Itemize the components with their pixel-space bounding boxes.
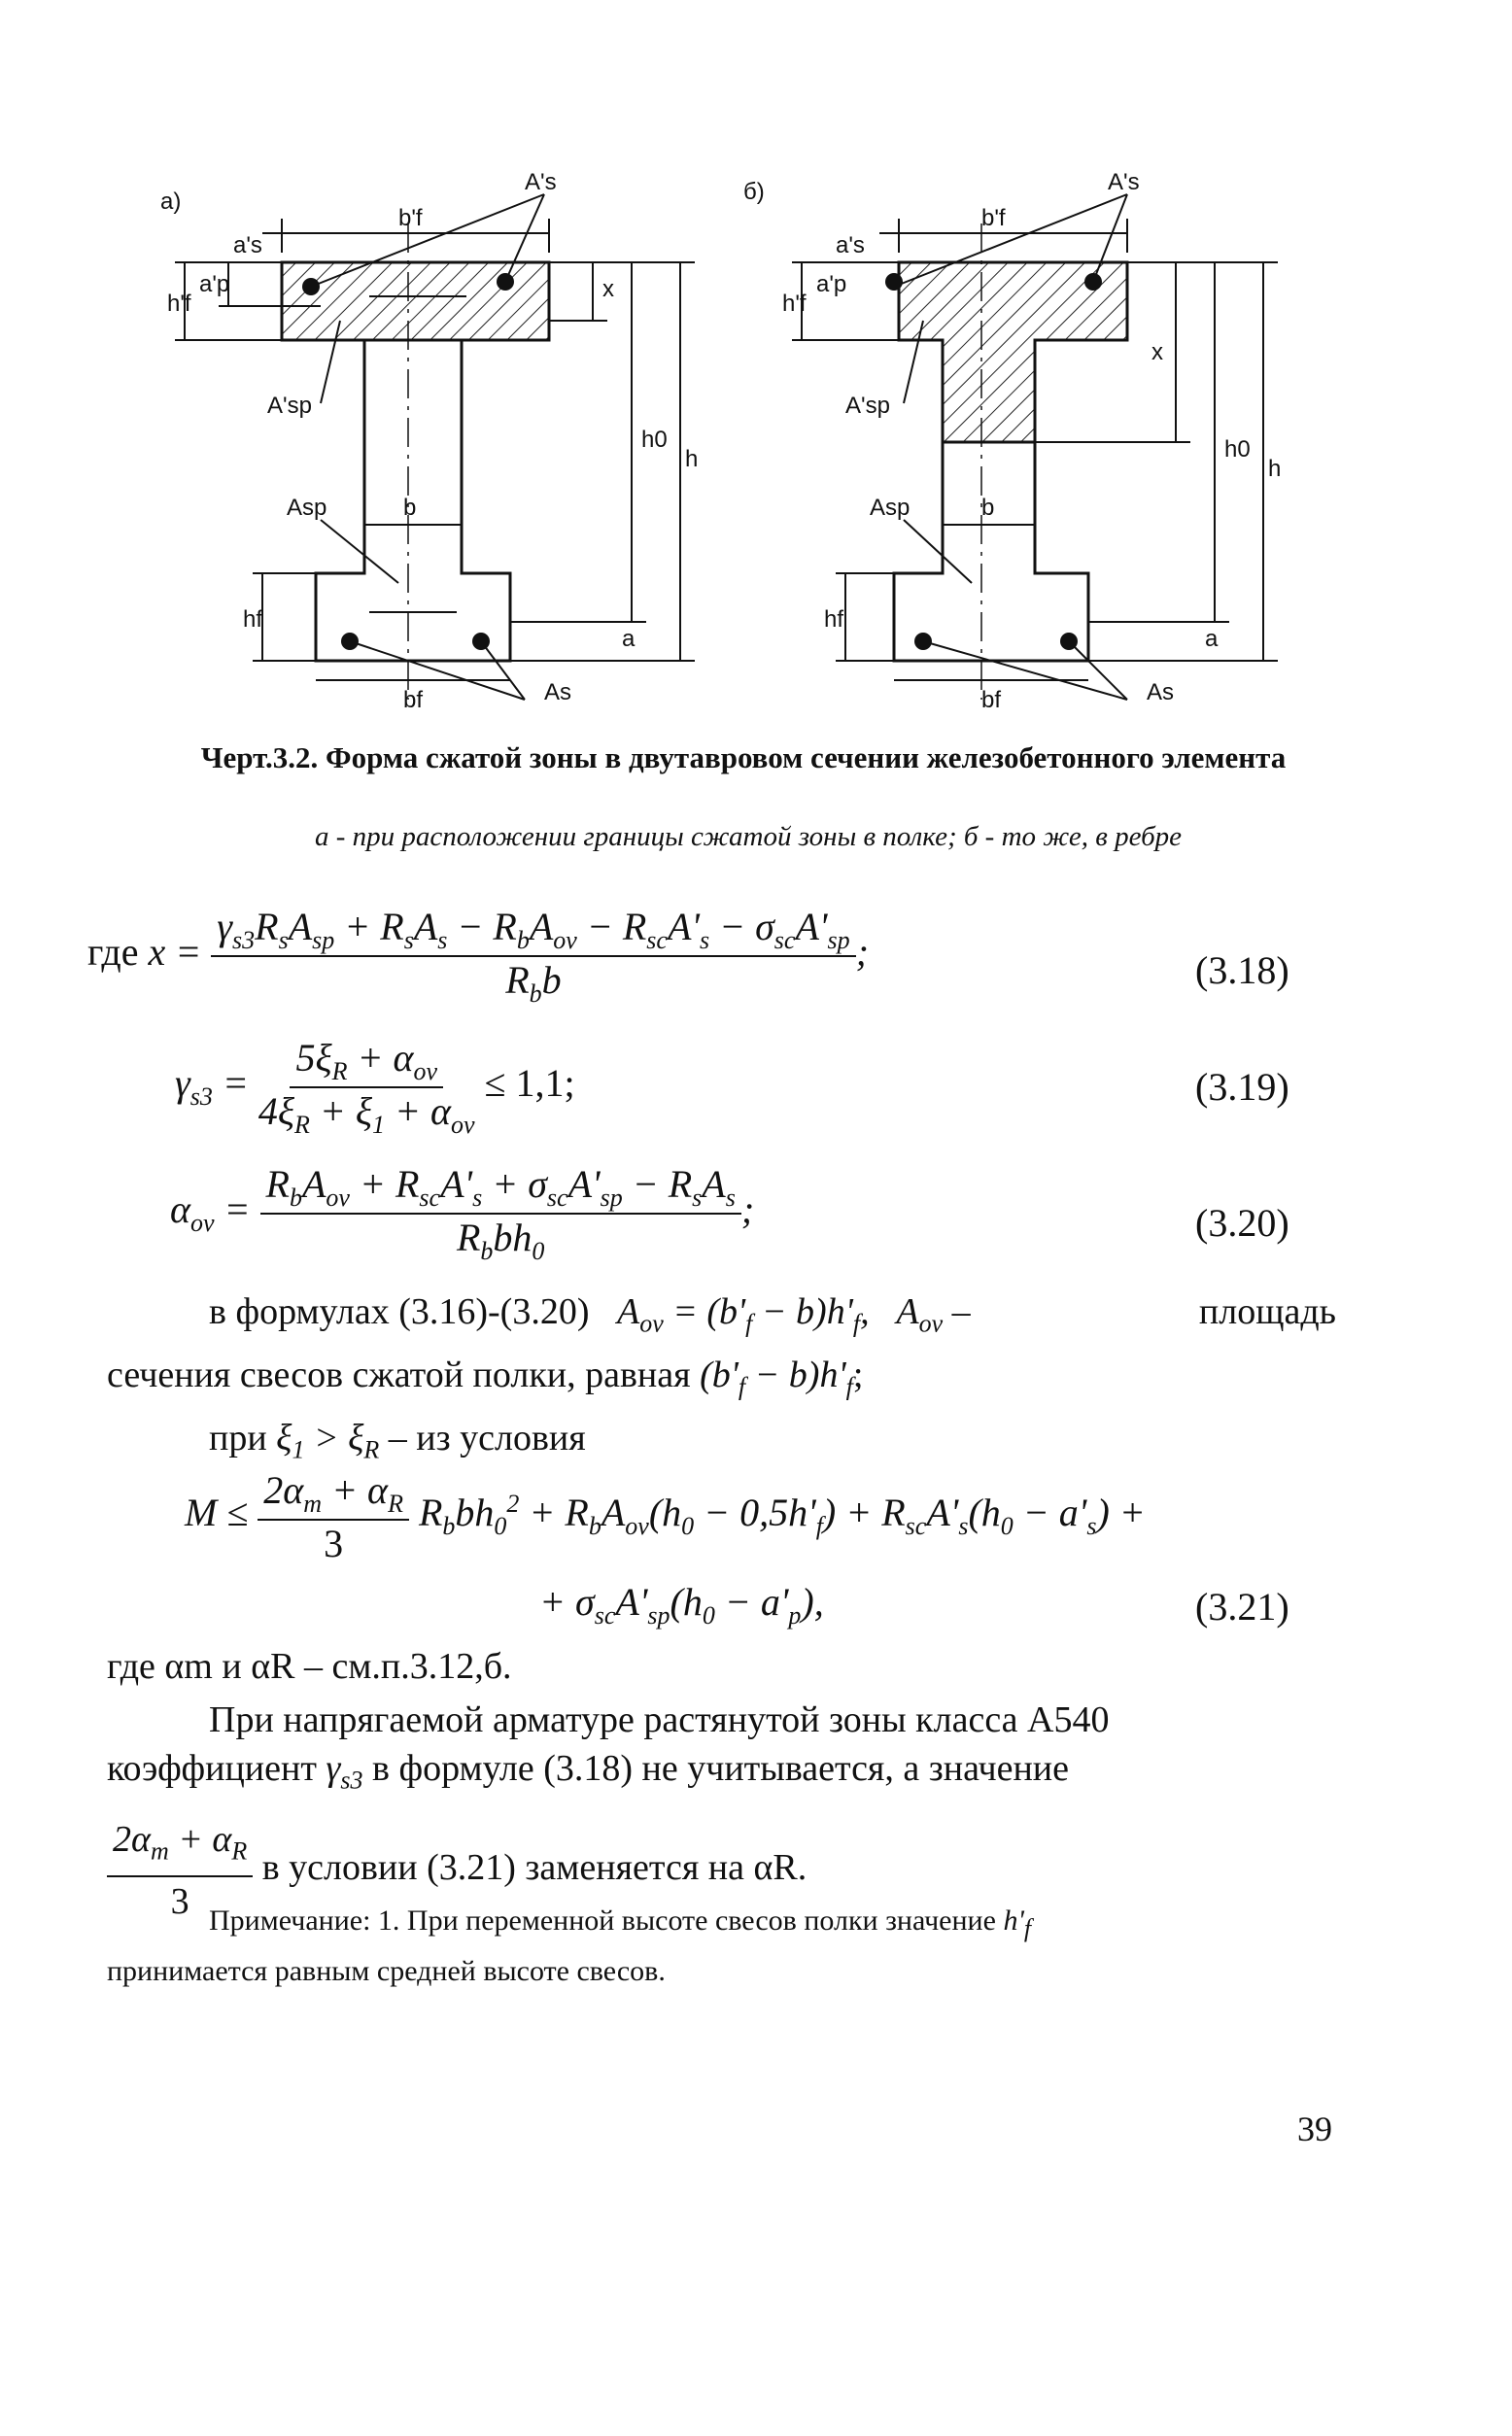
paragraph-formulas: в формулах (3.16)-(3.20) $A_{ov} = (b'_f - b)h'_f$, $A_{ov}$ – площадь xyxy=(209,1291,1336,1338)
svg-text:h0: h0 xyxy=(1224,436,1251,463)
svg-text:As: As xyxy=(1147,679,1175,705)
svg-text:x: x xyxy=(1151,339,1163,365)
rebar-dot xyxy=(914,633,932,650)
equation-3-21-line1: M ≤ $\frac{2\alpha_m + \alpha_R}{3}$ $R_bbh_0^2 + R_bA_{ov}(h_0 - 0,5h'_f) + R_{sc}A'_s(h_0 - a'_s)$ + xyxy=(185,1468,1146,1565)
svg-text:Asp: Asp xyxy=(870,495,911,521)
note: Примечание: 1. При переменной высоте свесов полки значение $h'_f$ принимается равным средней высоте свесов. xyxy=(107,1904,1032,1987)
section-a xyxy=(282,223,549,700)
svg-text:a: a xyxy=(1205,626,1219,652)
equation-3-19: $\gamma_{s3}$ = $\frac{5\xi_R + \alpha_{ov}}{4\xi_R + \xi_1 + \alpha_{ov}}$ ≤ 1,1; xyxy=(175,1036,575,1139)
svg-text:hf: hf xyxy=(824,606,844,633)
where-line: где αm и αR – см.п.3.12,б. xyxy=(107,1646,512,1687)
condition-line: при $\xi_1 > \xi_R$ – из условия xyxy=(209,1418,586,1464)
svg-text:h'f: h'f xyxy=(167,291,191,317)
equation-3-18: где x = $\frac{\gamma_{s3}R_sA_{sp} + R_sA_s - R_bA_{ov} - R_{sc}A'_s - \sigma_{sc}A'_{sp}}{R_bb}$ ; xyxy=(87,905,869,1008)
rebar-dot xyxy=(885,273,903,291)
rebar-dot xyxy=(472,633,490,650)
figure-i-beam-sections xyxy=(0,0,1512,738)
svg-text:a'p: a'p xyxy=(816,271,847,297)
svg-text:h0: h0 xyxy=(641,427,668,453)
svg-text:b'f: b'f xyxy=(981,205,1006,231)
equation-number: (3.18) xyxy=(1195,948,1289,992)
svg-text:a's: a's xyxy=(233,232,262,258)
equation-number: (3.21) xyxy=(1195,1585,1289,1629)
svg-text:h'f: h'f xyxy=(782,291,807,317)
svg-text:x: x xyxy=(602,276,614,302)
svg-text:A's: A's xyxy=(1108,169,1140,195)
panel-b-label: б) xyxy=(743,179,765,205)
figure-caption-title: Черт.3.2. Форма сжатой зоны в двутавровом сечении железобетонного элемента xyxy=(200,740,1287,774)
page-number: 39 xyxy=(1297,2110,1332,2148)
svg-text:b: b xyxy=(403,495,417,521)
svg-text:A's: A's xyxy=(525,169,557,195)
svg-text:bf: bf xyxy=(981,687,1002,713)
svg-text:hf: hf xyxy=(243,606,263,633)
rebar-dot xyxy=(341,633,359,650)
figure-caption-subtitle: а - при расположении границы сжатой зоны в полке; б - то же, в ребре xyxy=(314,821,1183,852)
paragraph-a540: При напрягаемой арматуре растянутой зоны класса А540 коэффициент $\gamma_{s3}$ в формуле (3.18) не учитывается, а значение $\frac{2\alpha_m + \alpha_R}{3}$ в условии (3.21) заменяется на αR. xyxy=(107,1699,1110,1923)
svg-text:bf: bf xyxy=(403,687,424,713)
equation-number: (3.20) xyxy=(1195,1201,1289,1245)
equation-number: (3.19) xyxy=(1195,1065,1289,1109)
rebar-dot xyxy=(302,278,320,295)
equation-3-20: $\alpha_{ov}$ = $\frac{R_bA_{ov} + R_{sc}A'_s + \sigma_{sc}A'_{sp} - R_sA_s}{R_bbh_0}$ ; xyxy=(170,1162,755,1265)
svg-text:h: h xyxy=(1268,456,1282,482)
svg-text:a's: a's xyxy=(836,232,865,258)
rebar-dot xyxy=(1084,273,1102,291)
panel-a-label: a) xyxy=(160,189,182,215)
rebar-dot xyxy=(1060,633,1078,650)
rebar-dot xyxy=(497,273,514,291)
svg-text:As: As xyxy=(544,679,572,705)
svg-text:h: h xyxy=(685,446,699,472)
section-b xyxy=(894,223,1127,700)
svg-text:Asp: Asp xyxy=(287,495,327,521)
svg-text:A'sp: A'sp xyxy=(845,393,890,419)
svg-text:A'sp: A'sp xyxy=(267,393,312,419)
paragraph-formulas-line2: сечения свесов сжатой полки, равная $(b'_f - b)h'_f$; xyxy=(107,1355,864,1401)
svg-text:a'p: a'p xyxy=(199,271,230,297)
svg-text:b'f: b'f xyxy=(398,205,423,231)
svg-text:a: a xyxy=(622,626,636,652)
svg-text:b: b xyxy=(981,495,995,521)
equation-3-21-line2: + $\sigma_{sc}A'_{sp}(h_0 - a'_p)$, xyxy=(539,1580,824,1630)
